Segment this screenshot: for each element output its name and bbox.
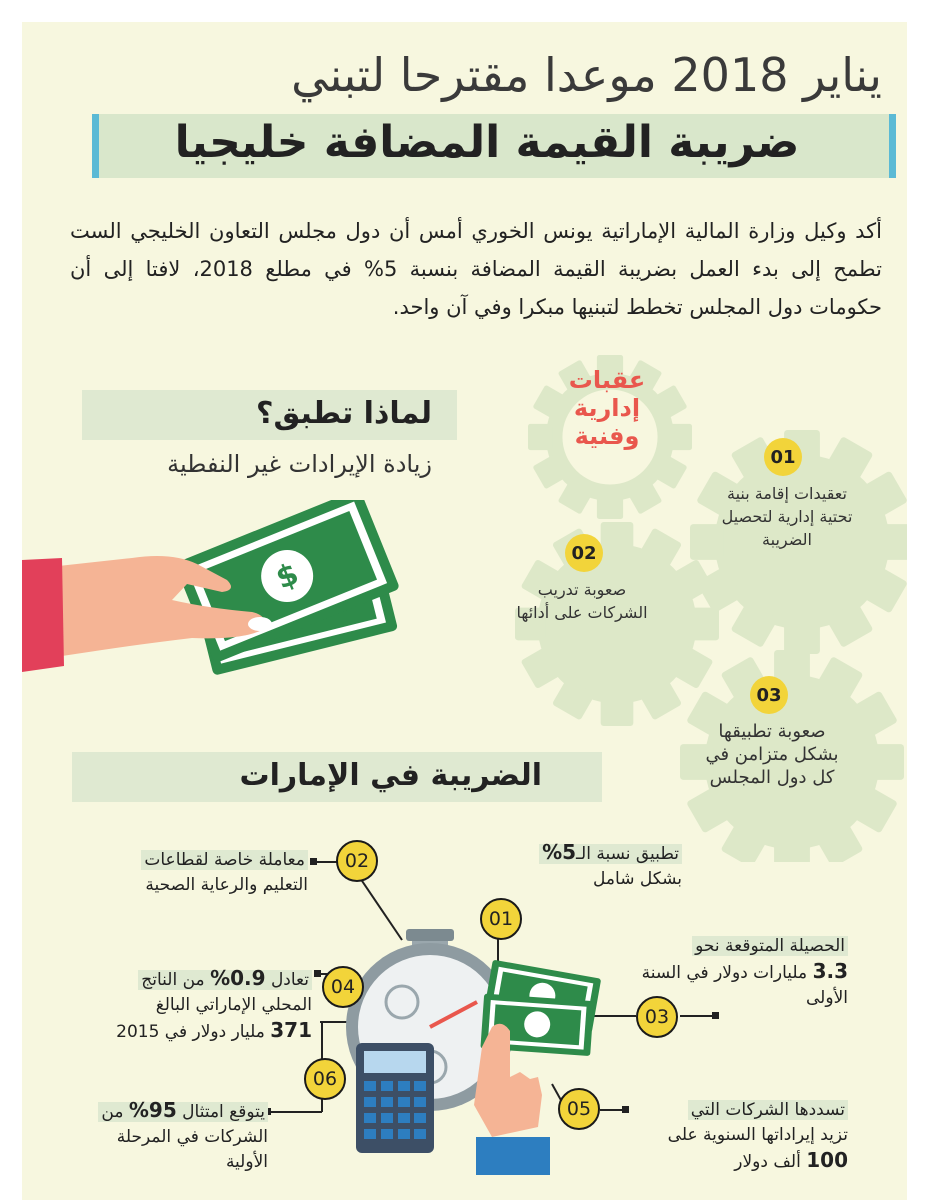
uae-item-04-lead: تعادل [270, 970, 309, 990]
uae-item-04-value: 0.9% [210, 966, 266, 990]
uae-item-02-lead: معاملة خاصة لقطاعات [141, 850, 308, 870]
uae-title: الضريبة في الإمارات [239, 758, 542, 793]
uae-item-05-value: 100 [806, 1148, 848, 1172]
obstacle-text-03: صعوبة تطبيقها بشكل متزامن في كل دول المجلس [705, 721, 839, 788]
obstacle-number-01: 01 [764, 438, 802, 476]
uae-number-06: 06 [304, 1058, 346, 1100]
uae-item-01-value: 5% [542, 840, 577, 864]
uae-item-05-lead: تسددها الشركات التي [688, 1100, 848, 1120]
uae-item-04-rest2: مليار دولار في 2015 [116, 1022, 265, 1042]
obstacles-title: عقبات إدارية وفنية [568, 366, 646, 450]
uae-item-06-rest: الشركات في المرحلة [116, 1127, 268, 1147]
uae-item-06-value: 95% [128, 1098, 177, 1122]
uae-item-06-lead2: من [101, 1102, 124, 1122]
bill-dollar-sign-front: $ [271, 556, 304, 597]
uae-item-06 [72, 1098, 268, 1175]
uae-number-04: 04 [322, 966, 364, 1008]
uae-item-01 [462, 840, 682, 892]
infographic-page [22, 22, 907, 1200]
uae-item-01-rest: بشكل شامل [593, 869, 682, 889]
uae-item-04-value2: 371 [270, 1018, 312, 1042]
uae-item-05-rest2: ألف دولار [734, 1152, 801, 1172]
obstacle-number-02: 02 [565, 534, 603, 572]
uae-item-06-lead: يتوقع امتثال [182, 1102, 265, 1122]
uae-item-04 [72, 966, 312, 1045]
uae-number-01: 01 [480, 898, 522, 940]
obstacle-text-02: صعوبة تدريب الشركات على أدائها [516, 580, 648, 622]
uae-item-03 [622, 934, 848, 1011]
uae-item-02-rest: التعليم والرعاية الصحية [145, 875, 308, 895]
uae-item-03-value: 3.3 [812, 959, 848, 983]
intro-paragraph: أكد وكيل وزارة المالية الإماراتية يونس الخوري أمس أن دول مجلس التعاون الخليجي الست تطمح إلى بدء العمل بضريبة القيمة المضافة بنسبة 5% في مطلع 2018، لافتا إلى أن حكومات دول المجلس تخطط لتبنيها مبكرا وفي آن واحد. [70, 219, 882, 319]
uae-number-05: 05 [558, 1088, 600, 1130]
obstacle-number-03: 03 [750, 676, 788, 714]
uae-item-06-rest2: الأولية [225, 1152, 268, 1172]
stopwatch-money-illustration [342, 927, 612, 1177]
uae-item-05 [602, 1098, 848, 1175]
uae-item-02 [72, 848, 308, 898]
uae-item-03-lead: الحصيلة المتوقعة نحو [692, 936, 848, 956]
uae-item-04-rest: المحلي الإماراتي البالغ [155, 995, 312, 1015]
uae-item-01-lead: تطبيق نسبة الـ [576, 844, 679, 864]
headline-line1: يناير 2018 موعدا مقترحا لتبني [291, 48, 882, 102]
headline-line2: ضريبة القيمة المضافة خليجيا [174, 117, 800, 168]
obstacle-text-01: تعقيدات إقامة بنية تحتية إدارية لتحصيل الضريبة [721, 484, 853, 549]
uae-item-03-rest: مليارات دولار في السنة الأولى [641, 963, 848, 1008]
why-answer: زيادة الإيرادات غير النفطية [167, 450, 432, 478]
uae-number-03: 03 [636, 996, 678, 1038]
uae-item-04-lead2: من الناتج [141, 970, 205, 990]
uae-item-05-rest: تزيد إيراداتها السنوية على [667, 1125, 848, 1145]
uae-number-02: 02 [336, 840, 378, 882]
why-title: لماذا تطبق؟ [256, 396, 432, 431]
